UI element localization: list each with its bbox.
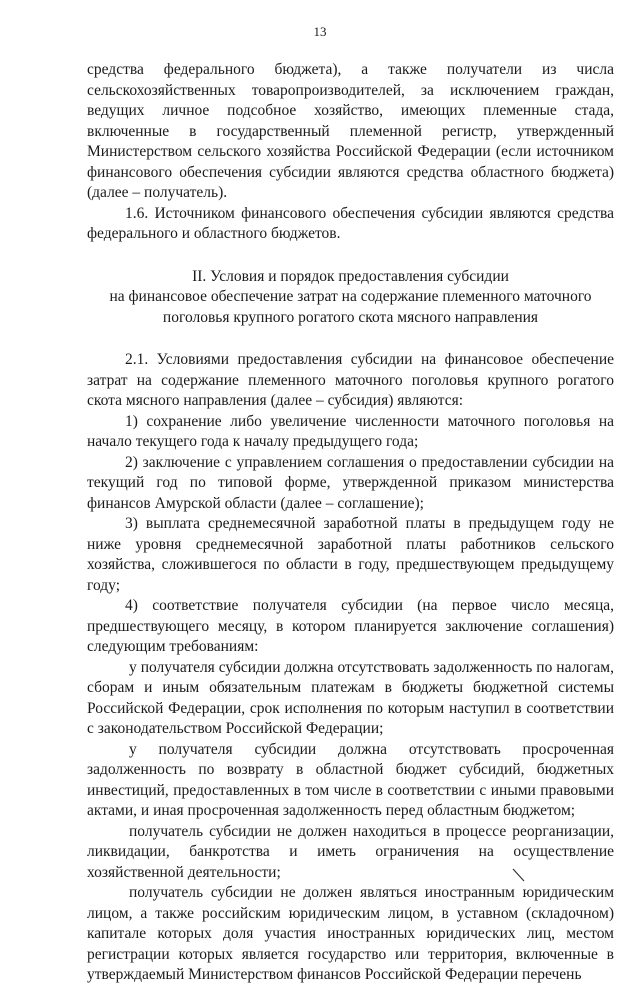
page-number: 13 (313, 24, 327, 39)
condition-1: 1) сохранение либо увеличение численности маточного поголовья на начало текущего года к началу предыдущего года; (87, 412, 614, 450)
pen-mark-icon (510, 866, 530, 886)
requirement-no-tax-debt: у получателя субсидии должна отсутствовать задолженность по налогам, сборам и иным обязательным платежам в бюджеты бюджетной системы Российской Федерации, срок исполнения по которым наступил в соответствии с законодательством Российской Федерации; (87, 658, 614, 737)
section-heading-line-3: поголовья крупного рогатого скота мясного направления (162, 308, 539, 326)
paragraph-2-1: 2.1. Условиями предоставления субсидии на финансовое обеспечение затрат на содержание племенного маточного поголовья крупного рогатого скота мясного направления (далее – субсидия) являются: (87, 351, 614, 409)
section-heading-line-1: II. Условия и порядок предоставления субсидии (192, 267, 509, 285)
condition-2: 2) заключение с управлением соглашения о предоставлении субсидии на текущий год по типовой форме, утвержденной приказом министерства финансов Амурской области (далее – соглашение); (87, 453, 614, 512)
paragraph-1-6: 1.6. Источником финансового обеспечения субсидии являются средства федерального и областного бюджетов. (87, 204, 614, 242)
requirement-no-reorganization: получатель субсидии не должен находиться в процессе реорганизации, ликвидации, банкротства и иметь ограничения на осуществление хозяйственной деятельности; (87, 822, 614, 881)
document-body (87, 60, 614, 986)
requirement-not-foreign-entity: получатель субсидии не должен являться иностранным юридическим лицом, а также российским юридическим лицом, в уставном (складочном) капитале которых доля участия иностранных юридических лиц, местом регистрации которых является государство или территория, включенные в утверждаемый Министерством финансов Российской Федерации перечень (87, 884, 614, 983)
section-heading (87, 267, 614, 329)
paragraph-continuation: средства федерального бюджета), а также получатели из числа сельскохозяйственных товаропроизводителей, за исключением граждан, ведущих личное подсобное хозяйство, имеющих племенные стада, включенные в государственный племенной регистр, утвержденный Министерством сельского хозяйства Российской Федерации (если источником финансового обеспечения субсидии являются средства областного бюджета) (далее – получатель). (87, 61, 614, 201)
condition-3: 3) выплата среднемесячной заработной платы в предыдущем году не ниже уровня среднемесячной заработной платы работников сельского хозяйства, сложившегося по области в году, предшествующем предыдущему году; (87, 515, 614, 594)
requirement-no-overdue-debt: у получателя субсидии должна отсутствовать просроченная задолженность по возврату в областной бюджет субсидий, бюджетных инвестиций, предоставленных в том числе в соответствии с иными правовыми актами, и иная просроченная задолженность перед областным бюджетом; (87, 740, 614, 819)
condition-4: 4) соответствие получателя субсидии (на первое число месяца, предшествующего месяцу, в котором планируется заключение соглашения) следующим требованиям: (87, 597, 614, 655)
section-heading-line-2: на финансовое обеспечение затрат на содержание племенного маточного (109, 288, 592, 305)
